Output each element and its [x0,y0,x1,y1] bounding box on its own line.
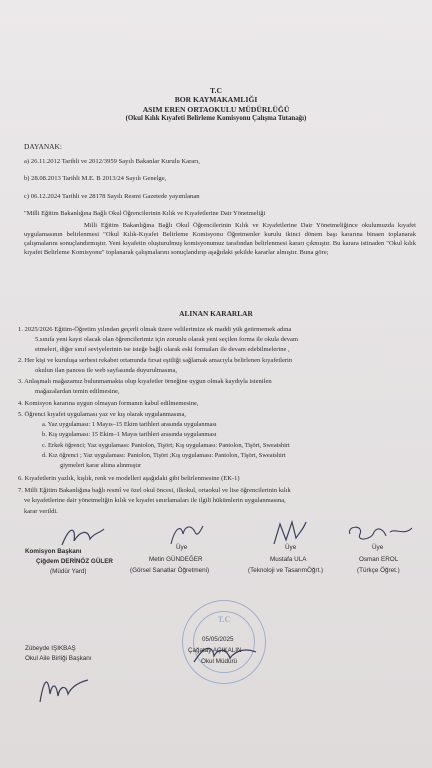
signature-2-name: Metin GÜNDEĞER [149,556,203,563]
item-1-line-3: etmeleri, diğer sınıf seviyelerinin ise isteğe bağlı olarak eski formaları ile devam edebilmelerine , [35,346,290,353]
signature-4-name: Osman EROL [359,556,399,563]
signature-6-name: Çağatay AÇIKALIN [188,647,242,654]
header-school: ASIM EREN ORTAOKULU MÜDÜRLÜĞÜ [142,105,290,114]
signature-5-icon [34,672,94,706]
signature-1-title: (Müdür Yard) [50,568,87,575]
dayanak-title: DAYANAK: [24,142,62,151]
item-1-line-2: 5.sınıfa yeni kayıt olacak olan öğrencilerimiz için zorunlu olarak yeni seçilen forma ile okula devam [35,336,299,343]
signature-4-icon [344,522,416,546]
signature-3-title: (Teknoloji ve TasarımÖğrt.) [248,567,324,574]
signature-4-title: (Türkçe Öğret.) [357,567,400,574]
item-2-line-2: okulun ilan panosu ile web sayfasında duyurulmasına, [35,367,178,374]
item-5c: c. Erkek öğrenci; Yaz uygulaması: Pantolon, Tişört; Kış uygulaması: Pantolon, Tişört, Sweatshirt [42,442,290,449]
item-4: 4. Komisyon kararına uygun olmayan formanın kabul edilmemesine, [18,400,199,407]
signature-2-role: Üye [176,544,188,551]
signature-1-role: Komisyon Başkanı [25,548,82,555]
item-3-line-2: mağazalardan temin edilmesine, [35,388,120,395]
stamp-text: T.C [217,615,231,624]
header-subtitle: (Okul Kılık Kıyafeti Belirleme Komisyonu Çalışma Tutanağı) [125,115,307,122]
signature-6-title: Okul Müdürü [201,658,238,665]
item-5b: b. Kış uygulaması: 15 Ekim–1 Mayıs tarihleri arasında uygulanması [42,431,217,438]
item-5: 5. Öğrenci kıyafet uygulaması yaz ve kış olarak uygulanmasına, [18,411,186,418]
principal-date: 05/05/2025 [202,636,234,643]
dayanak-d: "Milli Eğitim Bakanlığına Bağlı Okul Öğrencilerinin Kılık ve Kıyafetlerine Dair Yönetmeliği [24,210,266,217]
signature-4-role: Üye [372,544,384,551]
header-tc: T.C [210,86,222,95]
intro-paragraph: Milli Eğitim Bakanlığına Bağlı Okul Öğrencilerinin Kılık ve Kıyafetlerine Dair Yönetmeliğince okulumuzda kıyafet uygulamasının belirlenmesi "Okul Kılık-Kıyafet Belirleme Komisyonu Öğretmenler kurulu ikinci dönem başı kararına binaen toplanarak çalışmalarını sonuçlandırmıştır. Yeni kıyafetin oluşturulmuş komisyonumuz tarafından belirlenmesi kararı çıkmıştır. Bu karara istinaden "Okul kılık kıyafet Belirleme Komisyonu" toplanarak çalışmalarını sonuçlandırıp aşağıdaki şekilde kararlar almıştır. Buna göre; [24,222,416,256]
signature-3-name: Mustafa ULA [270,556,307,563]
item-2-line-1: 2. Her kişi ve kuruluşa serbest rekabet ortamında fırsat eşitliği sağlamak amacıyla belirlenen kıyafetlerin [18,357,293,364]
signature-5-name: Zübeyde IŞIKBAŞ [25,645,76,652]
signature-1-icon [58,523,108,551]
item-7-line-2: ve kıyafetlerine dair yönetmeliğin kılık ve kıyafet sınırlamaları ile ilgili hükümlerin uygulanmasına, [24,497,286,504]
item-7-line-1: 7. Milli Eğitim Bakanlığına bağlı resmî ve özel okul öncesi, ilkokul, ortaokul ve lise öğrencilerinin kılık [18,487,291,494]
signature-2-title: (Görsel Sanatlar Öğretmeni) [130,567,210,574]
signature-5-title: Okul Aile Birliği Başkanı [25,655,92,662]
signature-3-role: Üye [285,544,297,551]
dayanak-b: b) 28.08.2013 Tarihli M.E. B 2013/24 Sayılı Genelge, [24,175,167,182]
dayanak-a: a) 26.11.2012 Tarihli ve 2012/3959 Sayılı Bakanlar Kurulu Kararı, [24,158,200,165]
item-3-line-1: 3. Anlaşmalı mağazamız bulunmamakta olup kıyafetler örneğine uygun olmak kaydıyla istenilen [18,378,272,385]
kararlar-title: ALINAN KARARLAR [179,309,253,318]
item-5d: d. Kız öğrenci ; Yaz uygulaması: Pantolon, Tişört ;Kış uygulaması: Pantolon, Tişört, Sweatshirt [42,452,286,459]
dayanak-c: c) 06.12.2024 Tarihli ve 28178 Sayılı Resmi Gazetede yayımlanan [24,193,200,200]
item-5e: giymeleri karar altına alınmıştır [60,462,142,469]
signature-1-name: Çiğdem DERİNÖZ GÜLER [36,558,113,565]
item-1-line-1: 1. 2025/2026 Eğitim-Öğretim yılından geçerli olmak üzere velilerimize ek maddi yük getirmemek adına [18,326,292,333]
item-5a: a. Yaz uygulaması: 1 Mayıs–15 Ekim tarihleri arasında uygulanması [42,421,217,428]
item-6: 6. Kıyafetlerin yazlık, kışlık, renk ve modelleri aşağıdaki gibi belirlenmesine (EK-1) [18,475,240,482]
header-kaymakamlik: BOR KAYMAKAMLIĞI [174,95,258,104]
item-7-line-3: karar verildi. [24,508,58,515]
